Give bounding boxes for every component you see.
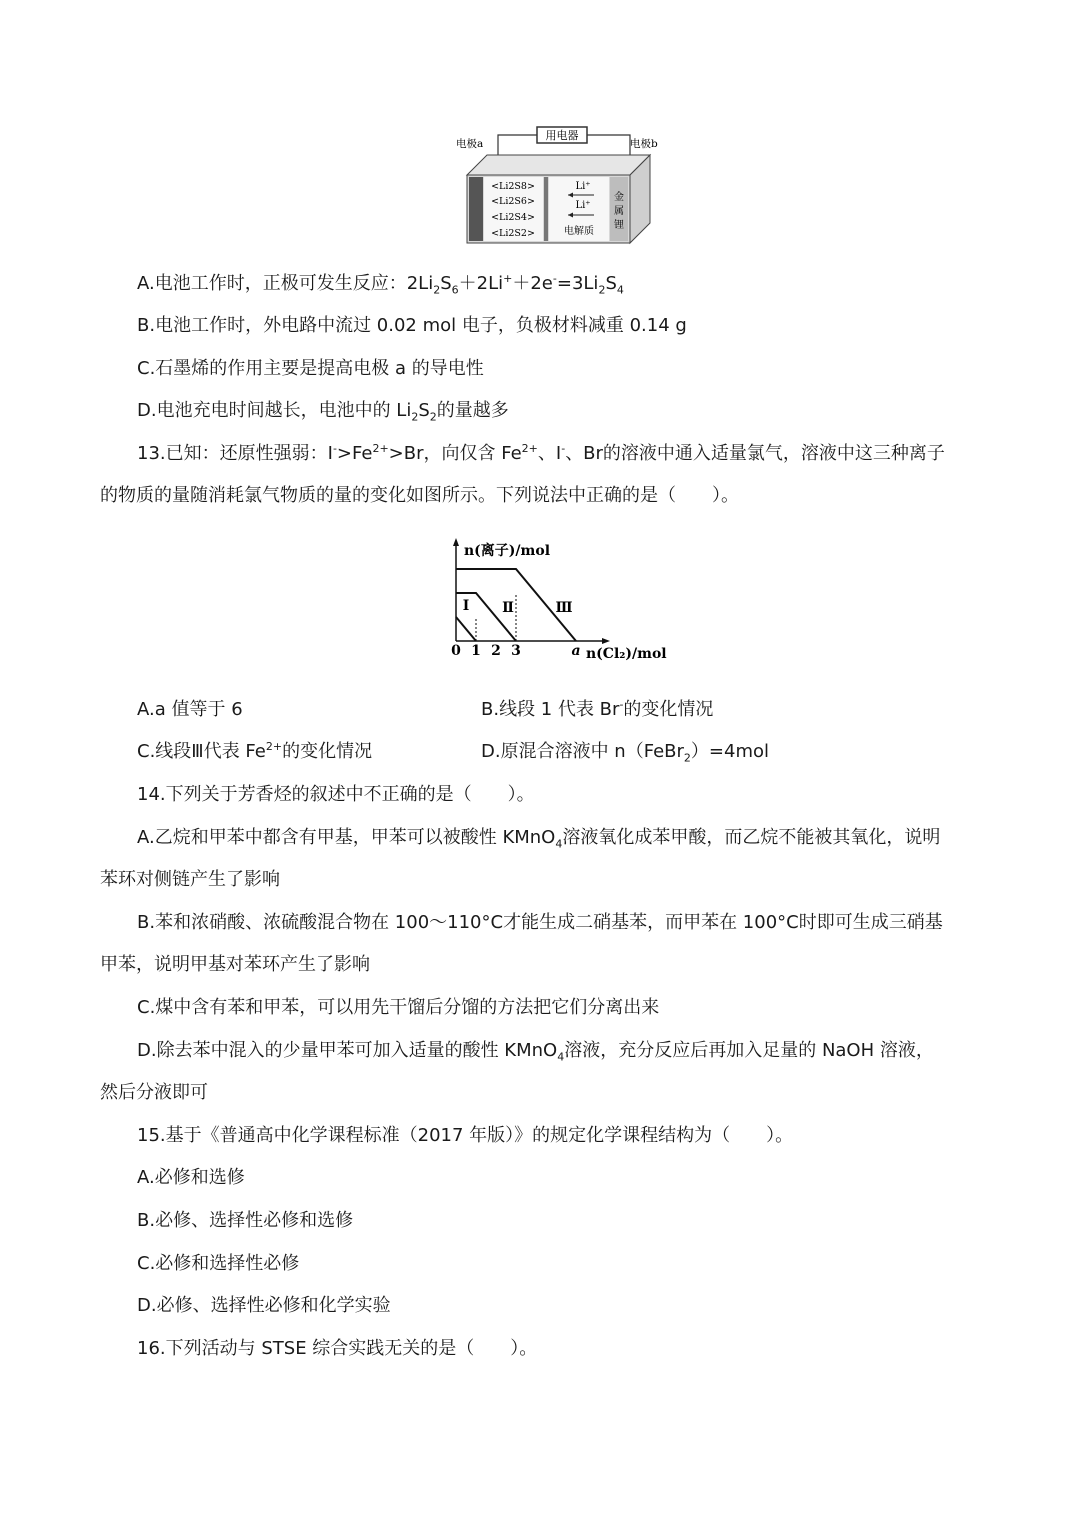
- y-axis-arrow: [453, 538, 459, 546]
- battery-top-face: [467, 155, 650, 175]
- q14-stem: 14.下列关于芳香烃的叙述中不正确的是（ ）。: [137, 784, 535, 805]
- q14-option-b-line2: 甲苯，说明甲基对苯环产生了影响: [100, 954, 370, 975]
- electrode-a-plate: [469, 177, 483, 241]
- load-label: 用电器: [545, 129, 579, 142]
- series-label-1: Ⅰ: [462, 597, 470, 614]
- metal-char-3: 锂: [614, 220, 624, 231]
- q12-option-a: A.电池工作时，正极可发生反应：$2Li_2S_6+2Li^++2e^-=3Li_2S_4$: [137, 272, 624, 297]
- y-axis-label: n(离子)/mol: [464, 543, 551, 559]
- series-line-1: [456, 617, 476, 641]
- q12-option-c: C.石墨烯的作用主要是提高电极 a 的导电性: [137, 358, 484, 379]
- q15-option-b: B.必修、选择性必修和选修: [137, 1210, 354, 1231]
- q14-option-a-line2: 苯环对侧链产生了影响: [100, 869, 280, 890]
- series-label-2: Ⅱ: [502, 600, 514, 617]
- q13-chart: [440, 535, 680, 670]
- x-tick-label: 0: [451, 643, 461, 659]
- ion-label-top: Li⁺: [575, 181, 591, 192]
- x-tick-label: 2: [491, 643, 501, 659]
- q14-option-b-line1: B.苯和浓硝酸、浓硫酸混合物在 100～110°C才能生成二硝基苯，而甲苯在 100°C时即可生成三硝基: [137, 912, 943, 933]
- metal-char-1: 金: [614, 192, 624, 203]
- x-tick-label: 1: [471, 643, 481, 659]
- separator: [544, 177, 548, 241]
- q15-option-d: D.必修、选择性必修和化学实验: [137, 1295, 391, 1316]
- q15-option-a: A.必修和选修: [137, 1167, 245, 1188]
- q14-option-d-line2: 然后分液即可: [100, 1082, 208, 1103]
- q15-option-c: C.必修和选择性必修: [137, 1253, 300, 1274]
- x-tick-label: 3: [511, 643, 521, 659]
- q13-stem-line2: 的物质的量随消耗氯气物质的量的变化如图所示。下列说法中正确的是（ ）。: [100, 485, 739, 506]
- species-s6: <Li2S6>: [491, 196, 535, 207]
- species-s4: <Li2S4>: [491, 212, 535, 223]
- x-tick-label: a: [571, 643, 581, 659]
- q16-stem: 16.下列活动与 STSE 综合实践无关的是（ ）。: [137, 1338, 538, 1359]
- electrolyte-label: 电解质: [564, 226, 594, 237]
- q14-option-a-line1: A.乙烷和甲苯中都含有甲基，甲苯可以被酸性 KMnO$_4$溶液氧化成苯甲酸，而乙烷不能被其氧化，说明: [137, 827, 941, 851]
- q13-option-a: A.a 值等于 6: [137, 699, 243, 720]
- q13-option-c: C.线段Ⅲ代表 $Fe^{2+}$的变化情况: [137, 740, 373, 762]
- electrode-a-label: 电极a: [456, 138, 484, 150]
- species-s8: <Li2S8>: [491, 181, 535, 192]
- series-label-3: Ⅲ: [555, 600, 573, 617]
- q13-option-b: B.线段 1 代表 Br-的变化情况: [481, 698, 714, 720]
- x-axis-arrow: [602, 638, 610, 644]
- q12-option-d: D.电池充电时间越长，电池中的 $Li_2S_2$的量越多: [137, 400, 509, 424]
- metal-char-2: 属: [614, 206, 624, 217]
- q14-option-c: C.煤中含有苯和甲苯，可以用先干馏后分馏的方法把它们分离出来: [137, 997, 660, 1018]
- q13-option-d: D.原混合溶液中 n（FeBr$_2$）=4mol: [481, 741, 769, 765]
- q14-option-d-line1: D.除去苯中混入的少量甲苯可加入适量的酸性 KMnO$_4$溶液，充分反应后再加入足量的 NaOH 溶液，: [137, 1040, 934, 1064]
- battery-diagram: [450, 120, 680, 250]
- q12-option-b: B.电池工作时，外电路中流过 0.02 mol 电子，负极材料减重 0.14 g: [137, 315, 687, 336]
- x-axis-label: n(Cl₂)/mol: [586, 646, 667, 662]
- ion-label-mid: Li⁺: [575, 200, 591, 211]
- q13-stem-line1: 13.已知：还原性强弱：$I^->Fe^{2+}>Br$，向仅含 $Fe^{2+}$、I-、Br的溶液中通入适量氯气，溶液中这三种离子: [137, 442, 945, 464]
- q15-stem: 15.基于《普通高中化学课程标准（2017 年版）》的规定化学课程结构为（ ）。: [137, 1125, 794, 1146]
- species-s2: <Li2S2>: [491, 228, 535, 239]
- electrode-b-label: 电极b: [630, 138, 658, 150]
